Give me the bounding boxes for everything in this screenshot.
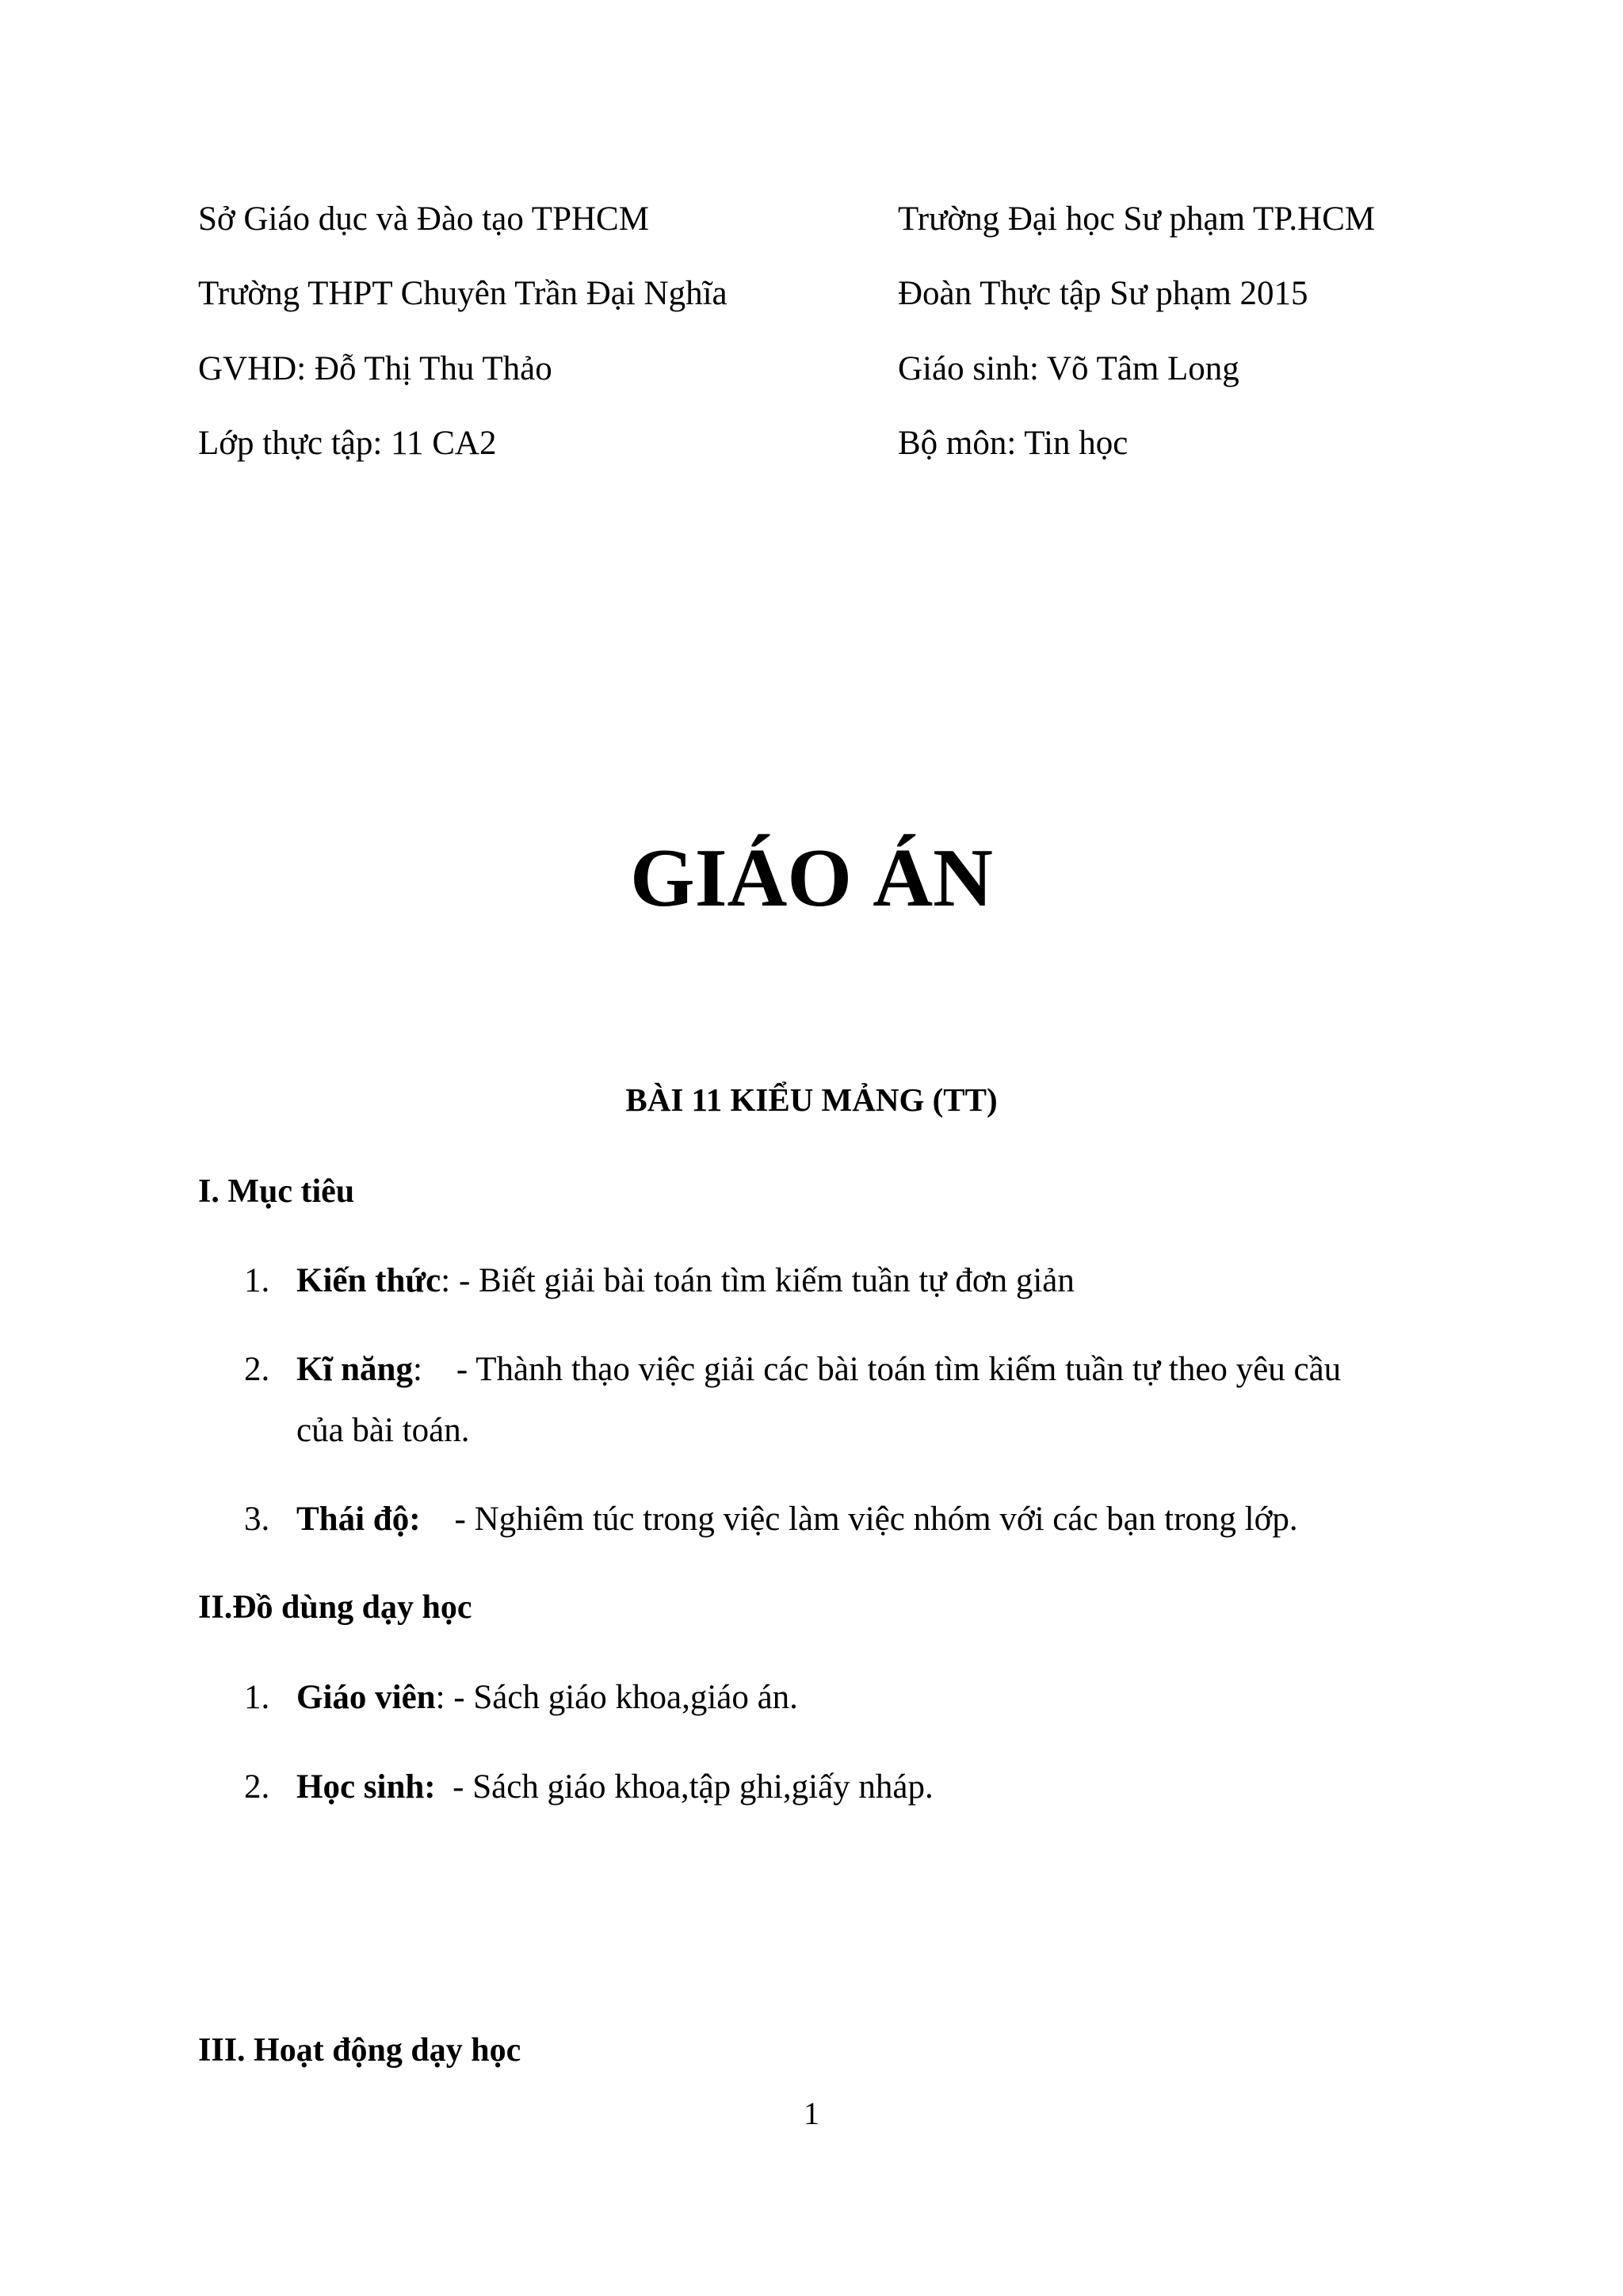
header-right-line-2: Đoàn Thực tập Sư phạm 2015	[898, 275, 1308, 312]
material-1-text: : - Sách giáo khoa,giáo án.	[435, 1679, 798, 1716]
objective-2-text: : - Thành thạo việc giải các bài toán tìm kiếm tuần tự theo yêu cầu	[412, 1351, 1342, 1388]
lesson-title: BÀI 11 KIỂU MẢNG (TT)	[625, 1081, 998, 1118]
header-right-line-1: Trường Đại học Sư phạm TP.HCM	[898, 200, 1376, 238]
header-right-line-4: Bộ môn: Tin học	[898, 425, 1128, 462]
objective-2-number: 2.	[244, 1351, 270, 1388]
material-2-number: 2.	[244, 1768, 270, 1806]
header-left-line-2: Trường THPT Chuyên Trần Đại Nghĩa	[198, 275, 727, 312]
section-heading-materials: II.Đồ dùng dạy học	[198, 1589, 472, 1626]
page-number: 1	[804, 2096, 819, 2131]
objective-2-label: Kĩ năng	[296, 1351, 413, 1388]
objective-1-label: Kiến thức	[296, 1262, 441, 1299]
objective-2-continuation: của bài toán.	[296, 1412, 470, 1449]
objective-1-text: : - Biết giải bài toán tìm kiếm tuần tự đơn giản	[441, 1262, 1075, 1299]
objective-3-number: 3.	[244, 1501, 270, 1538]
objective-3-text: - Nghiêm túc trong việc làm việc nhóm với các bạn trong lớp.	[420, 1501, 1298, 1538]
header-left-line-3: GVHD: Đỗ Thị Thu Thảo	[198, 350, 552, 387]
objective-1	[296, 1261, 1075, 1301]
section-heading-activities: III. Hoạt động dạy học	[198, 2032, 521, 2069]
header-left-line-4: Lớp thực tập: 11 CA2	[198, 425, 497, 462]
header-left-line-1: Sở Giáo dục và Đào tạo TPHCM	[198, 200, 649, 238]
objective-3-label: Thái độ:	[296, 1501, 421, 1538]
material-1	[296, 1678, 798, 1718]
objective-1-number: 1.	[244, 1262, 270, 1299]
material-2-text: - Sách giáo khoa,tập ghi,giấy nháp.	[435, 1768, 934, 1806]
material-1-number: 1.	[244, 1679, 270, 1716]
document-title: GIÁO ÁN	[630, 831, 993, 924]
header-right-line-3: Giáo sinh: Võ Tâm Long	[898, 350, 1239, 387]
section-heading-objectives: I. Mục tiêu	[198, 1173, 355, 1210]
objective-2	[296, 1350, 1341, 1390]
material-1-label: Giáo viên	[296, 1679, 436, 1716]
material-2-label: Học sinh:	[296, 1768, 436, 1806]
objective-3	[296, 1500, 1298, 1539]
material-2	[296, 1768, 934, 1807]
